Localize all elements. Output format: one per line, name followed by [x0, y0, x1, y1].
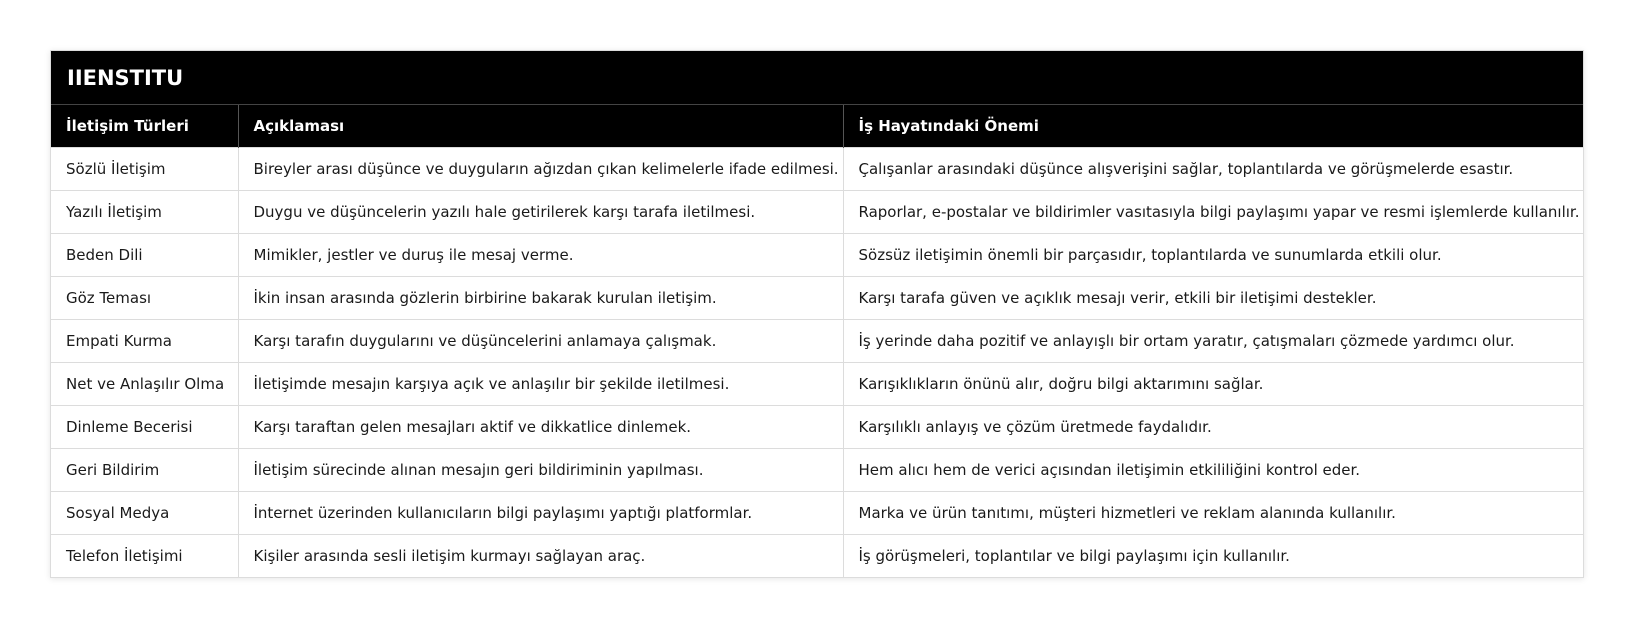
cell-type: Beden Dili: [51, 234, 238, 277]
data-table-container: [50, 50, 1584, 578]
table-row: [51, 535, 1583, 578]
table-row: [51, 148, 1583, 191]
cell-type: Dinleme Becerisi: [51, 406, 238, 449]
cell-description: İnternet üzerinden kullanıcıların bilgi paylaşımı yaptığı platformlar.: [238, 492, 843, 535]
cell-importance: Çalışanlar arasındaki düşünce alışverişini sağlar, toplantılarda ve görüşmelerde esastır.: [843, 148, 1583, 191]
cell-importance: Sözsüz iletişimin önemli bir parçasıdır, toplantılarda ve sunumlarda etkili olur.: [843, 234, 1583, 277]
cell-description: Bireyler arası düşünce ve duyguların ağızdan çıkan kelimelerle ifade edilmesi.: [238, 148, 843, 191]
cell-description: Karşı taraftan gelen mesajları aktif ve dikkatlice dinlemek.: [238, 406, 843, 449]
cell-description: Karşı tarafın duygularını ve düşüncelerini anlamaya çalışmak.: [238, 320, 843, 363]
table-row: [51, 320, 1583, 363]
cell-description: Kişiler arasında sesli iletişim kurmayı sağlayan araç.: [238, 535, 843, 578]
cell-importance: Karışıklıkların önünü alır, doğru bilgi aktarımını sağlar.: [843, 363, 1583, 406]
cell-type: Sözlü İletişim: [51, 148, 238, 191]
cell-type: Sosyal Medya: [51, 492, 238, 535]
table-row: [51, 492, 1583, 535]
table-header-row: [51, 105, 1583, 148]
column-header-types: İletişim Türleri: [51, 105, 238, 148]
cell-importance: Karşılıklı anlayış ve çözüm üretmede faydalıdır.: [843, 406, 1583, 449]
cell-description: Duygu ve düşüncelerin yazılı hale getirilerek karşı tarafa iletilmesi.: [238, 191, 843, 234]
table-row: [51, 234, 1583, 277]
cell-importance: Marka ve ürün tanıtımı, müşteri hizmetleri ve reklam alanında kullanılır.: [843, 492, 1583, 535]
table-row: [51, 277, 1583, 320]
table-title: IIENSTITU: [51, 51, 1583, 105]
cell-type: Yazılı İletişim: [51, 191, 238, 234]
cell-description: İletişim sürecinde alınan mesajın geri bildiriminin yapılması.: [238, 449, 843, 492]
table-title-row: [51, 51, 1583, 105]
cell-description: Mimikler, jestler ve duruş ile mesaj verme.: [238, 234, 843, 277]
cell-type: Göz Teması: [51, 277, 238, 320]
cell-importance: Karşı tarafa güven ve açıklık mesajı verir, etkili bir iletişimi destekler.: [843, 277, 1583, 320]
communication-types-table: [51, 51, 1583, 577]
table-row: [51, 406, 1583, 449]
table-row: [51, 363, 1583, 406]
cell-type: Geri Bildirim: [51, 449, 238, 492]
column-header-description: Açıklaması: [238, 105, 843, 148]
table-row: [51, 449, 1583, 492]
cell-importance: İş görüşmeleri, toplantılar ve bilgi paylaşımı için kullanılır.: [843, 535, 1583, 578]
column-header-importance: İş Hayatındaki Önemi: [843, 105, 1583, 148]
cell-description: İletişimde mesajın karşıya açık ve anlaşılır bir şekilde iletilmesi.: [238, 363, 843, 406]
table-row: [51, 191, 1583, 234]
cell-importance: Hem alıcı hem de verici açısından iletişimin etkililiğini kontrol eder.: [843, 449, 1583, 492]
cell-type: Net ve Anlaşılır Olma: [51, 363, 238, 406]
cell-importance: Raporlar, e-postalar ve bildirimler vasıtasıyla bilgi paylaşımı yapar ve resmi işlemlerde kullanılır.: [843, 191, 1583, 234]
cell-type: Telefon İletişimi: [51, 535, 238, 578]
cell-importance: İş yerinde daha pozitif ve anlayışlı bir ortam yaratır, çatışmaları çözmede yardımcı olur.: [843, 320, 1583, 363]
cell-type: Empati Kurma: [51, 320, 238, 363]
cell-description: İkin insan arasında gözlerin birbirine bakarak kurulan iletişim.: [238, 277, 843, 320]
